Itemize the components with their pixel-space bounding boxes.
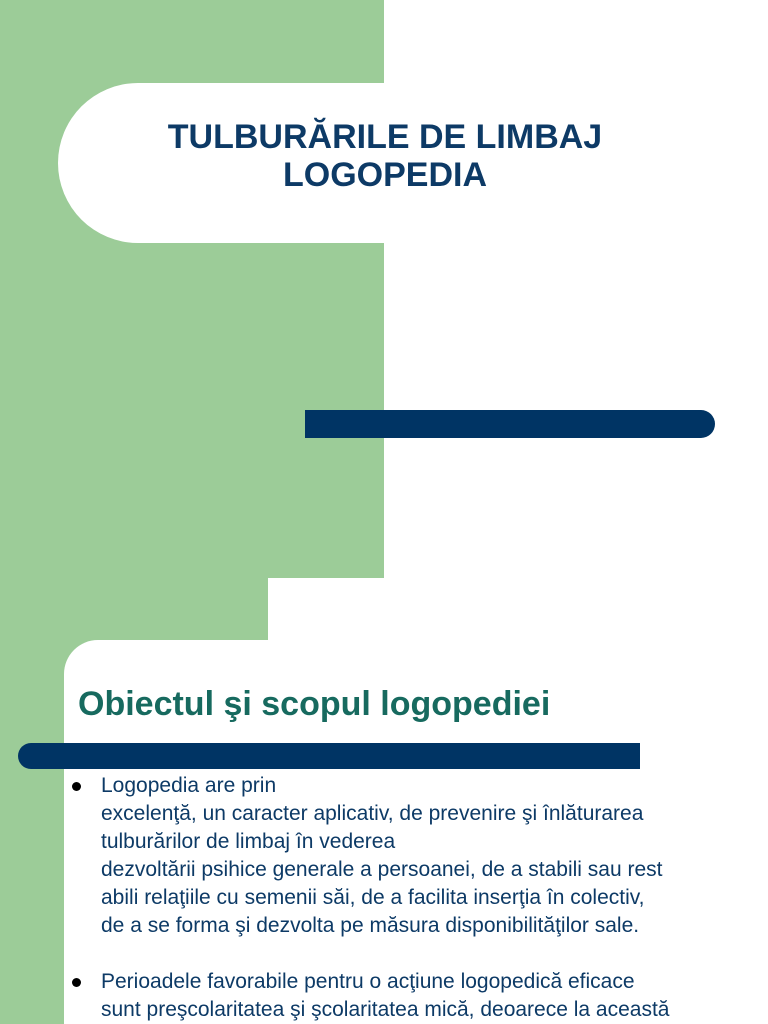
slide2-heading: Obiectul şi scopul logopediei xyxy=(78,685,551,723)
bullet-line: de a se forma şi dezvolta pe măsura disponibilităţilor sale. xyxy=(101,914,640,937)
bullet-line: Perioadele favorabile pentru o acţiune logopedică eficace xyxy=(101,970,635,993)
bullet-line: dezvoltării psihice generale a persoanei, de a stabili sau rest xyxy=(101,858,663,881)
bullet-item xyxy=(70,772,750,940)
slide1-accent-bar xyxy=(305,410,715,438)
slide1-title-line-1: TULBURĂRILE DE LIMBAJ xyxy=(167,118,603,156)
bullet-item xyxy=(70,968,750,1024)
bullet-line: excelenţă, un caracter aplicativ, de prevenire şi înlăturarea xyxy=(101,802,644,825)
slide2-accent-bar xyxy=(18,743,640,769)
slide1-title-line-2: LOGOPEDIA xyxy=(282,156,488,194)
bullet-dot-icon xyxy=(72,978,81,987)
bullet-line: tulburărilor de limbaj în vederea xyxy=(101,830,396,853)
bullet-line: sunt preşcolaritatea şi şcolaritatea mică, deoarece la această xyxy=(101,998,670,1021)
bullet-line: Logopedia are prin xyxy=(101,774,277,797)
bullet-line: abili relaţiile cu semenii săi, de a facilita inserţia în colectiv, xyxy=(101,886,645,909)
slide1-title xyxy=(60,118,710,194)
bullet-dot-icon xyxy=(72,782,81,791)
slide2-bullet-list xyxy=(70,772,750,1024)
